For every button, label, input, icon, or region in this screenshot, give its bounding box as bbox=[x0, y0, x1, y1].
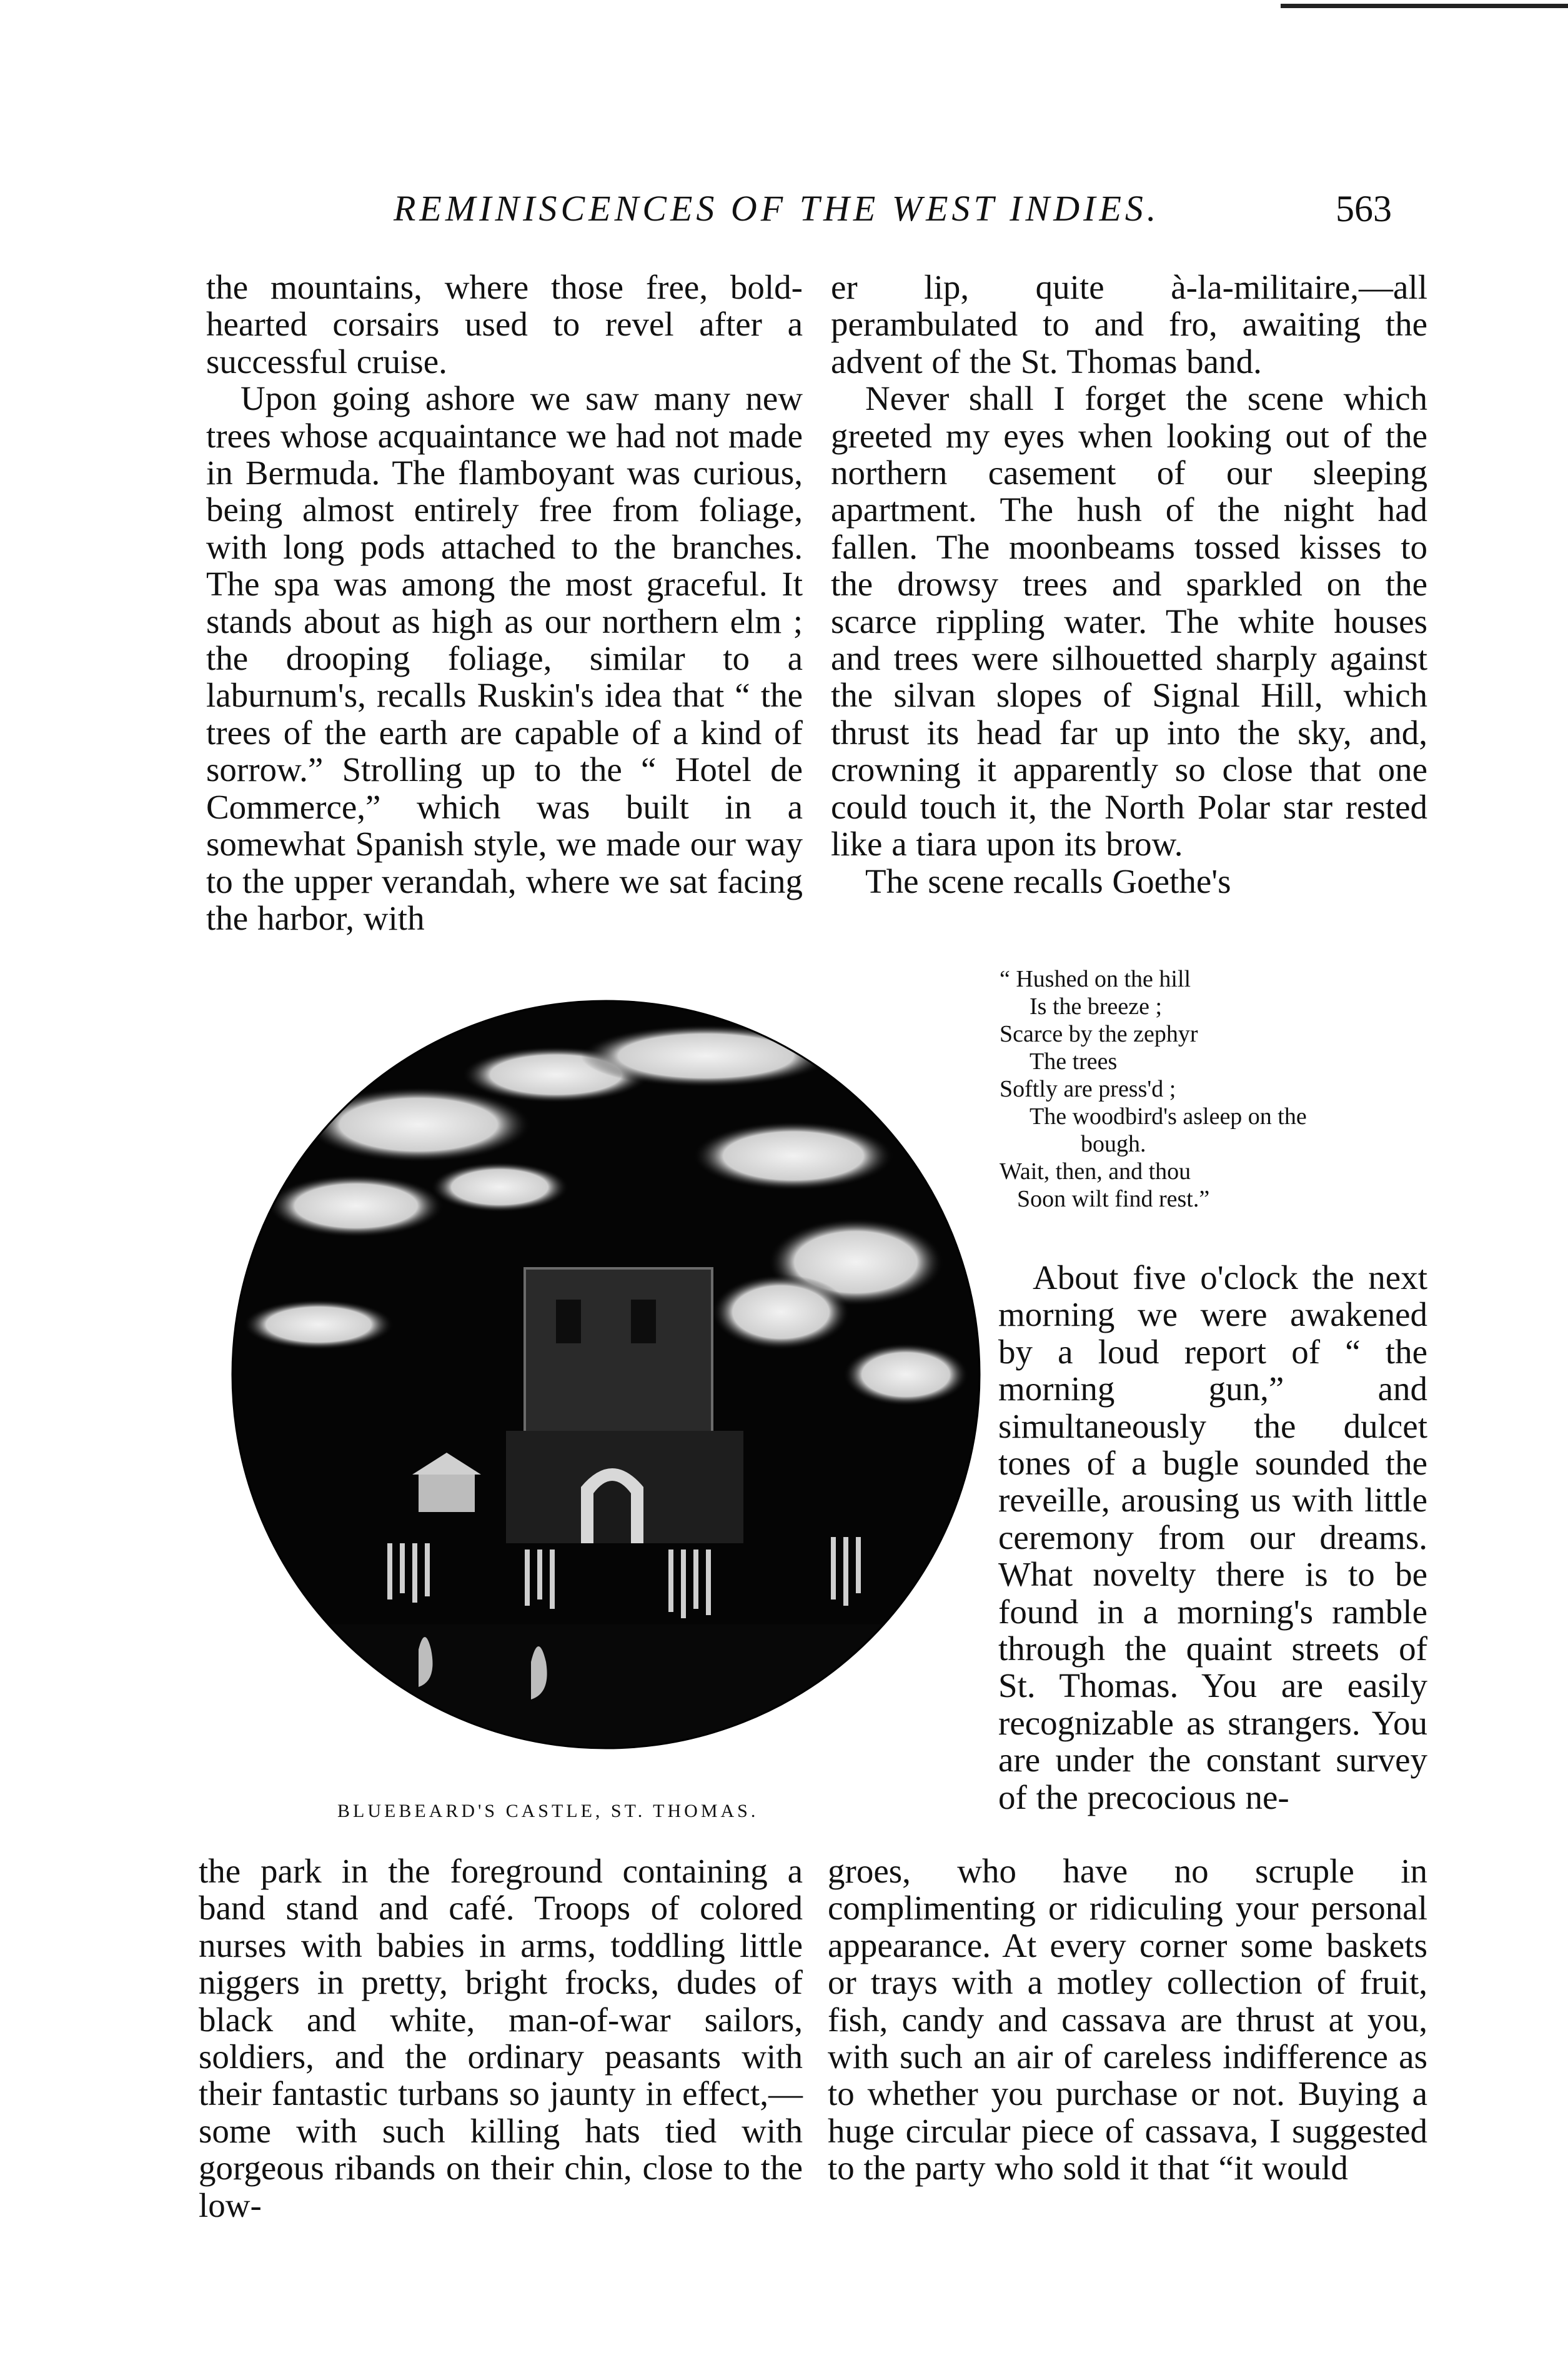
paragraph: Upon going ashore we saw many new trees whose acquaintance we had not made in Bermuda. The flamboyant was curious, being almost entirely free from foliage, with long pods attached to the branches. The spa was among the most graceful. It stands about as high as our northern elm ; the drooping foliage, similar to a laburnum's, recalls Ruskin's idea that “ the trees of the earth are capable of a kind of sorrow.” Strolling up to the “ Hotel de Commerce,” which was built in a somewhat Spanish style, we made our way to the upper verandah, where we sat facing the harbor, with bbox=[206, 379, 803, 937]
castle-engraving-image bbox=[231, 1000, 981, 1749]
poem-line: Soon wilt find rest.” bbox=[1017, 1186, 1210, 1212]
paragraph: er lip, quite à-la-militaire,—all perambulated to and fro, awaiting the advent of the St. Thomas band. bbox=[831, 268, 1427, 381]
left-column-top bbox=[206, 269, 803, 937]
right-column-top bbox=[831, 269, 1427, 900]
poem-line: The trees bbox=[1030, 1048, 1118, 1075]
paragraph: the mountains, where those free, bold-hearted corsairs used to revel after a successful cruise. bbox=[206, 268, 803, 381]
poem-quotation bbox=[1000, 965, 1437, 1213]
right-column-middle bbox=[998, 1259, 1427, 1816]
poem-line: bough. bbox=[1081, 1131, 1146, 1157]
paragraph: The scene recalls Goethe's bbox=[865, 862, 1231, 900]
castle-illustration bbox=[231, 1000, 981, 1749]
page-header bbox=[0, 187, 1568, 250]
paragraph: Never shall I forget the scene which greeted my eyes when looking out of the northern casement of our sleeping apartment. The hush of the night had fallen. The moonbeams tossed kisses to the drowsy trees and sparkled on the scarce rippling water. The white houses and trees were silhouetted sharply against the silvan slopes of Signal Hill, which thrust its head far up into the sky, and, crowning it apparently so close that one could touch it, the North Polar star rested like a tiara upon its brow. bbox=[831, 379, 1427, 863]
paragraph: About five o'clock the next morning we were awakened by a loud report of “ the morning gun,” and simultaneously the dulcet tones of a bugle sounded the reveille, arousing us with little ceremony from our dreams. What novelty there is to be found in a morning's ramble through the quaint streets of St. Thomas. You are easily recognizable as strangers. You are under the constant survey of the precocious ne- bbox=[998, 1258, 1427, 1816]
poem-line: Scarce by the zephyr bbox=[1000, 1021, 1198, 1047]
poem-line: The woodbird's asleep on the bbox=[1030, 1103, 1307, 1130]
left-column-bottom bbox=[199, 1853, 803, 2224]
paragraph: groes, who have no scruple in complimenting or ridiculing your personal appearance. At every corner some baskets or trays with a motley collection of fruit, fish, candy and cassava are thrust at you, with such an air of careless indifference as to whether you purchase or not. Buying a huge circular piece of cassava, I suggested to the party who sold it that “it would bbox=[828, 1852, 1427, 2187]
poem-line: Softly are press'd ; bbox=[1000, 1076, 1176, 1102]
poem-line: Wait, then, and thou bbox=[1000, 1158, 1191, 1185]
page-number: 563 bbox=[1336, 188, 1392, 229]
paragraph: the park in the foreground containing a band stand and café. Troops of colored nurses with babies in arms, toddling little niggers in pretty, bright frocks, dudes of black and white, man-of-war sailors, soldiers, and the ordinary peasants with their fantastic turbans so jaunty in effect,—some with such killing hats tied with gorgeous ribands on their chin, close to the low- bbox=[199, 1852, 803, 2224]
figure-caption: BLUEBEARD'S CASTLE, ST. THOMAS. bbox=[337, 1801, 759, 1821]
running-head: REMINISCENCES OF THE WEST INDIES. bbox=[394, 188, 1160, 229]
poem-line: Is the breeze ; bbox=[1030, 993, 1163, 1020]
top-rule bbox=[1281, 4, 1568, 8]
right-column-bottom bbox=[828, 1853, 1427, 2187]
poem-line: “ Hushed on the hill bbox=[1000, 966, 1191, 992]
